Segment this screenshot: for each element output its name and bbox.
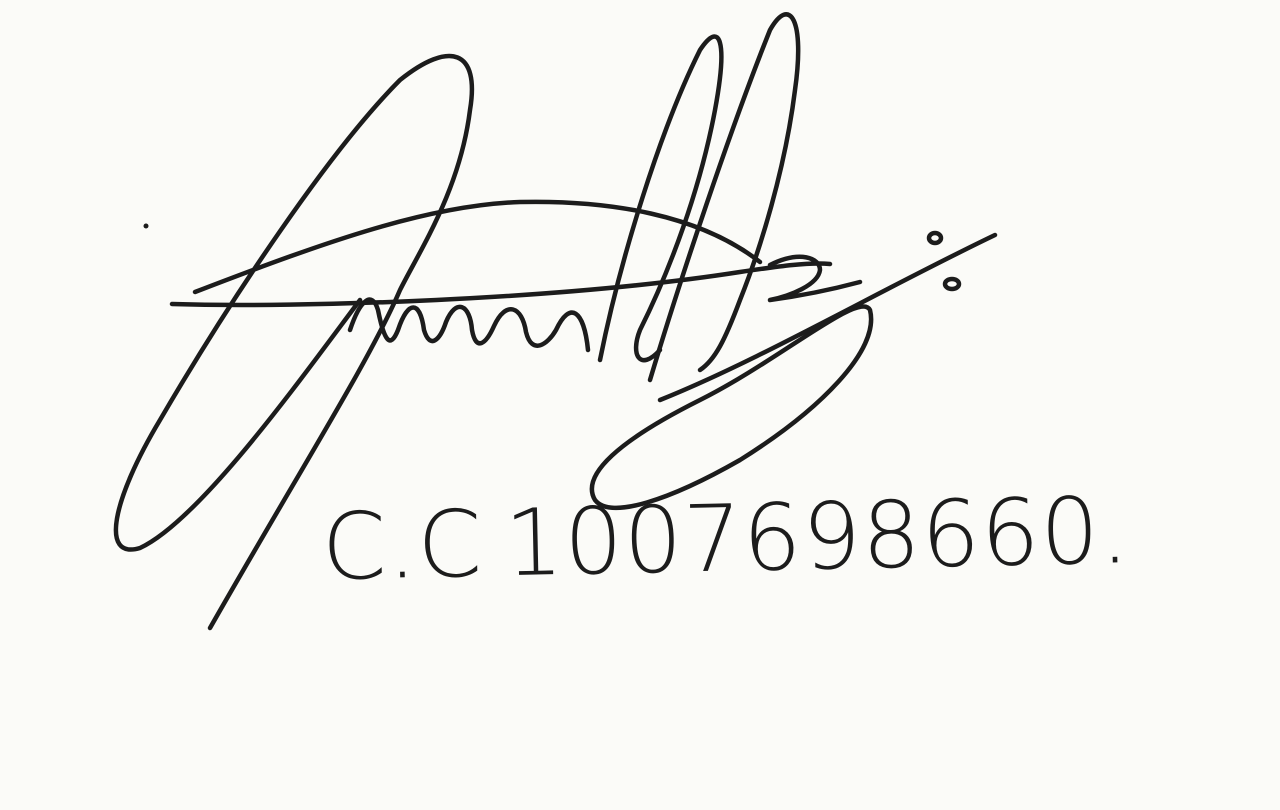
signature-horizontal-stroke [172, 263, 830, 304]
identification-number-line [321, 470, 1183, 608]
id-suffix: . [1098, 477, 1132, 585]
signature-z-stroke [770, 257, 860, 300]
id-number: 1007698660 [503, 477, 1102, 598]
id-prefix: C.C [320, 490, 484, 601]
ink-dot [144, 224, 149, 229]
signature-diagonal-stroke [660, 235, 995, 400]
signature-tall-loop-left [600, 37, 721, 361]
signature-tall-loop-right [650, 14, 798, 380]
ornament-circle-bottom [945, 279, 959, 289]
ornament-circle-top [929, 233, 941, 243]
